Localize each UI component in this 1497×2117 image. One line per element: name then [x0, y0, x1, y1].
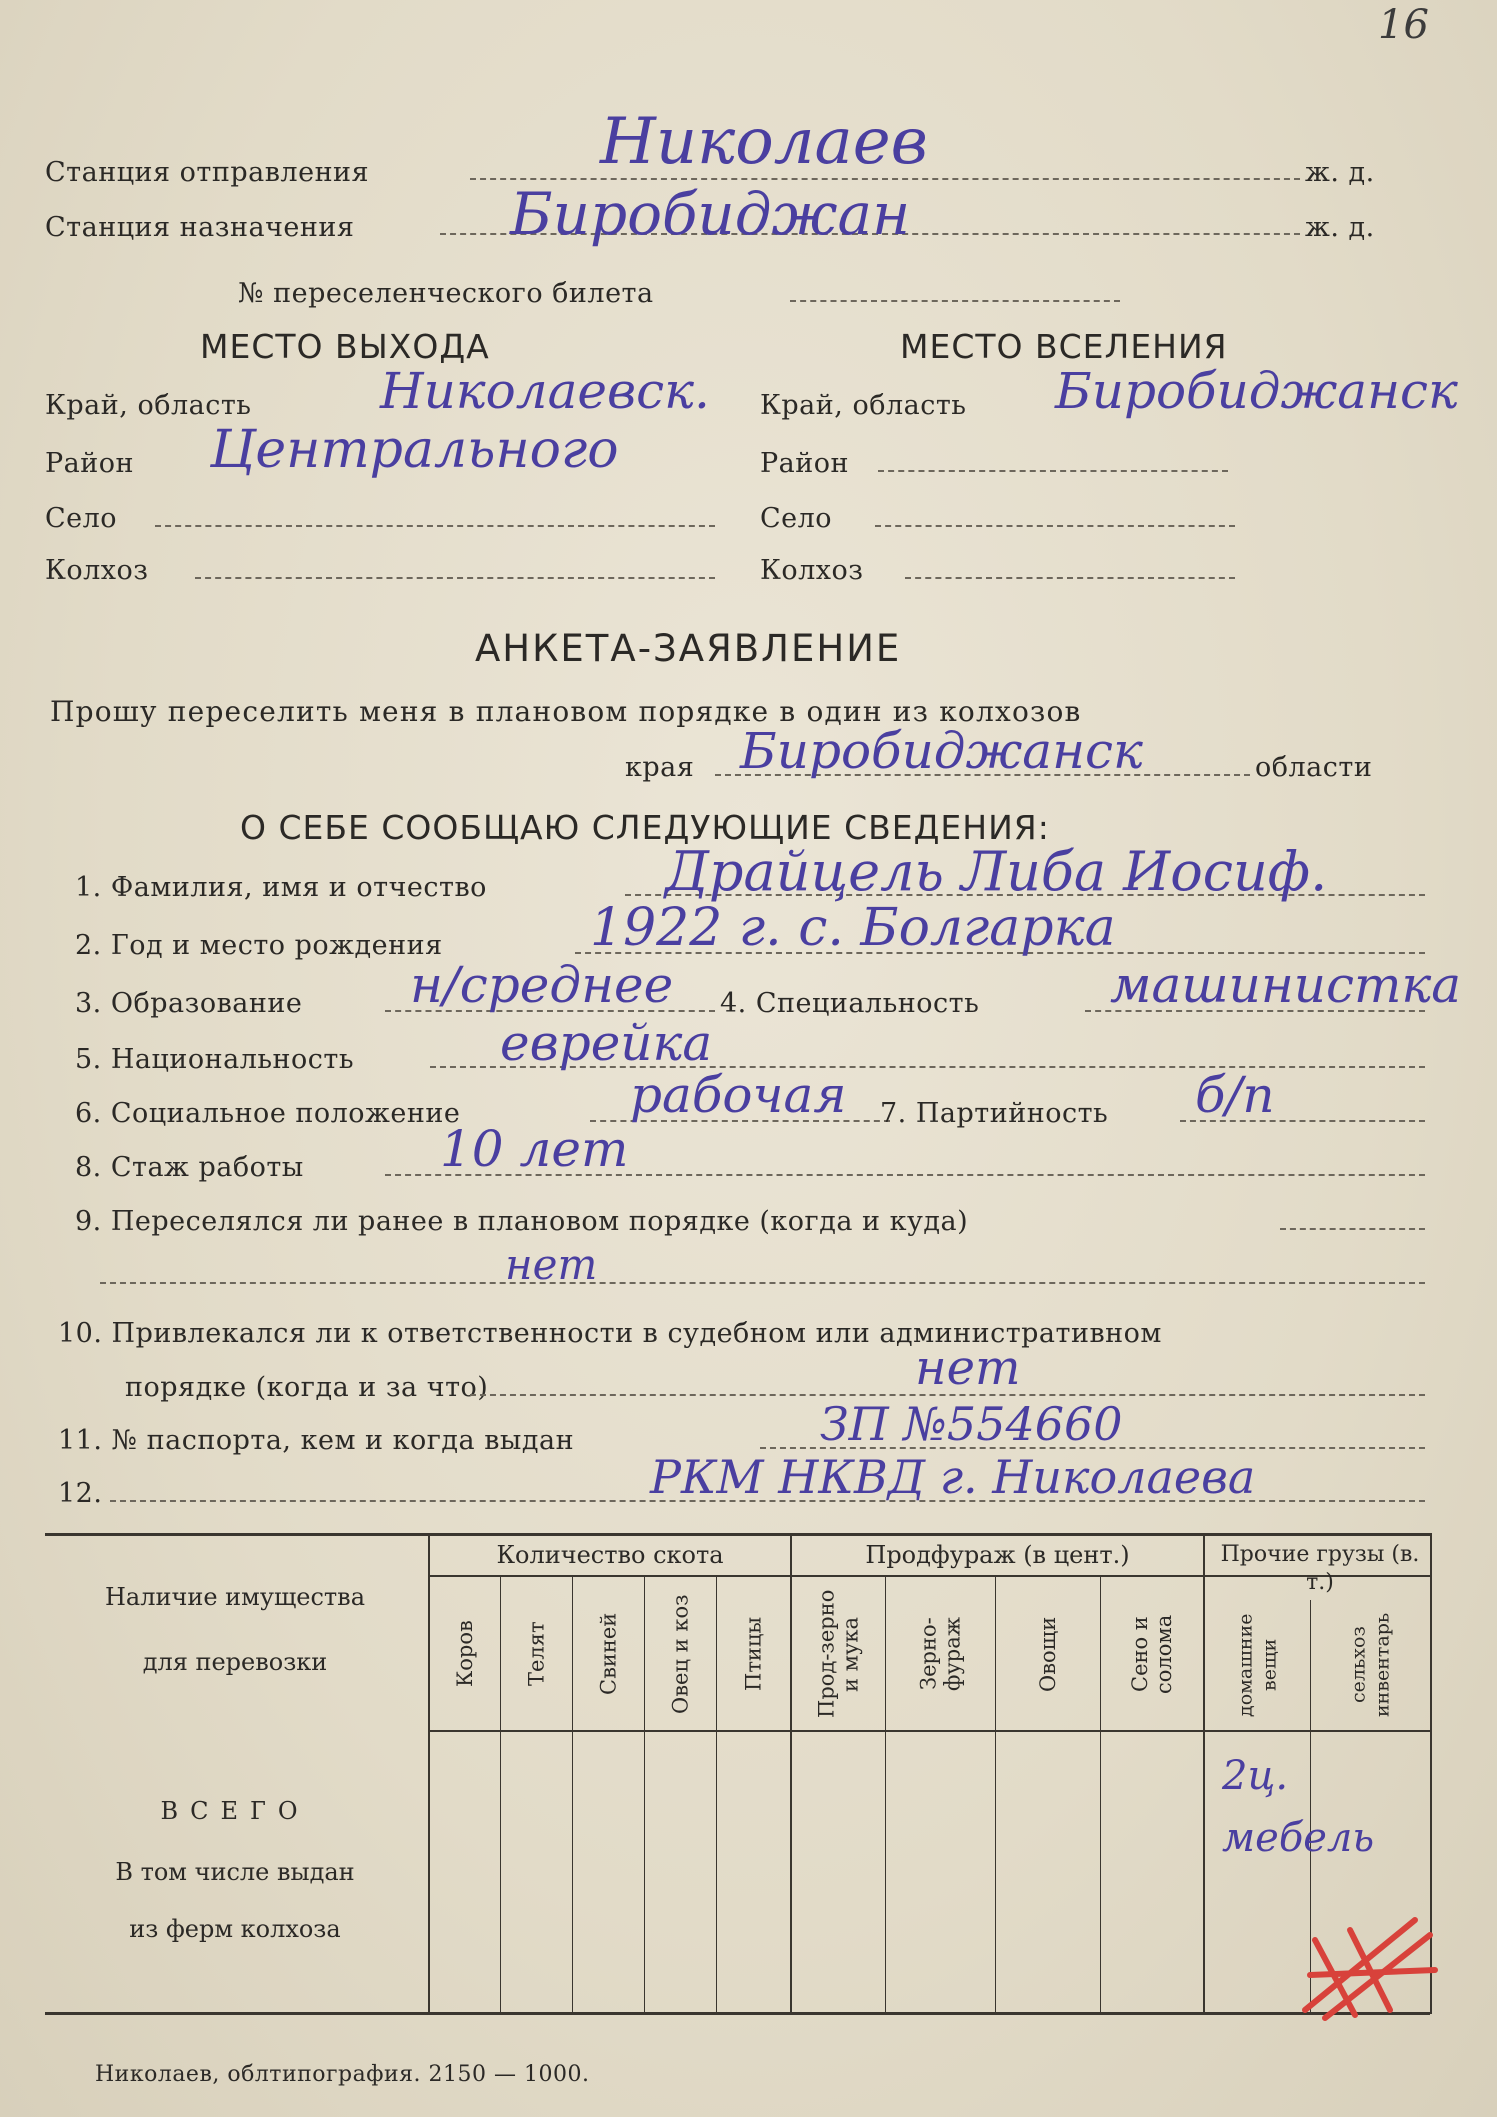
fodder-heading: Продфураж (в цент.)	[865, 1541, 1130, 1569]
nationality-label: 5. Национальность	[75, 1044, 355, 1075]
resettled-label: 9. Переселялся ли ранее в плановом порядке (когда и куда)	[75, 1206, 969, 1237]
page-number: 16	[1378, 2, 1429, 48]
destination-village-line	[875, 525, 1235, 527]
origin-kolkhoz-label: Колхоз	[45, 555, 149, 586]
table-header-bottom	[428, 1730, 1430, 1732]
passport-value: ЗП №554660	[820, 1397, 1123, 1451]
social-label: 6. Социальное положение	[75, 1098, 461, 1129]
nationality-value: еврейка	[500, 1014, 713, 1072]
ticket-label: № переселенческого билета	[238, 278, 654, 309]
other-heading: Прочие грузы (в. т.)	[1220, 1542, 1420, 1595]
col-home-items: домашние вещи	[1234, 1613, 1281, 1717]
origin-village-label: Село	[45, 503, 118, 534]
destination-heading: МЕСТО ВСЕЛЕНИЯ	[900, 327, 1228, 366]
departure-value: Николаев	[600, 105, 928, 179]
form-title: АНКЕТА-ЗАЯВЛЕНИЕ	[475, 627, 902, 670]
name-label: 1. Фамилия, имя и отчество	[75, 872, 487, 903]
resettled-line-2	[100, 1282, 1425, 1284]
table-bottom-border	[45, 2012, 1430, 2015]
livestock-heading: Количество скота	[496, 1541, 724, 1569]
footer-imprint: Николаев, облтипография. 2150 — 1000.	[95, 2062, 590, 2087]
home-items-value: 2ц. мебель	[1222, 1753, 1375, 1861]
resettled-line-1	[1280, 1228, 1425, 1230]
liability-label-2: порядке (когда и за что)	[125, 1372, 489, 1403]
destination-kolkhoz-line	[905, 577, 1235, 579]
total-label: ВСЕГО	[160, 1797, 310, 1825]
request-oblast-label: области	[1255, 752, 1373, 783]
resettled-value: нет	[505, 1240, 598, 1289]
col-vegetables: Овощи	[1036, 1616, 1060, 1692]
origin-region-value: Николаевск.	[380, 362, 710, 420]
experience-label: 8. Стаж работы	[75, 1152, 304, 1183]
origin-district-label: Район	[45, 448, 135, 479]
origin-village-line	[155, 525, 715, 527]
destination-rail-suffix: ж. д.	[1305, 212, 1375, 243]
col-hay-straw: Сено и солома	[1128, 1614, 1176, 1694]
birth-value: 1922 г. с. Болгарка	[590, 898, 1116, 958]
specialty-label: 4. Специальность	[720, 988, 980, 1019]
item12-label: 12.	[58, 1478, 103, 1509]
ticket-line	[790, 300, 1120, 302]
social-value: рабочая	[630, 1066, 847, 1124]
item12-value: РКМ НКВД г. Николаева	[650, 1450, 1256, 1504]
col-poultry: Птицы	[741, 1616, 766, 1692]
col-pigs: Свиней	[596, 1612, 621, 1696]
info-heading: О СЕБЕ СООБЩАЮ СЛЕДУЮЩИЕ СВЕДЕНИЯ:	[240, 808, 1050, 847]
col-cows: Коров	[453, 1620, 477, 1688]
origin-heading: МЕСТО ВЫХОДА	[200, 327, 490, 366]
destination-village-label: Село	[760, 503, 833, 534]
destination-kolkhoz-label: Колхоз	[760, 555, 864, 586]
origin-district-value: Центрального	[210, 420, 619, 480]
experience-value: 10 лет	[440, 1120, 629, 1178]
property-label-2: для перевозки	[142, 1648, 328, 1676]
party-label: 7. Партийность	[880, 1098, 1109, 1129]
col-grain-flour: Прод-зерно и мука	[814, 1589, 863, 1719]
education-value: н/среднее	[410, 956, 674, 1014]
specialty-value: машинистка	[1110, 956, 1462, 1014]
destination-region-value: Биробиджанск	[1055, 362, 1458, 420]
request-kray-value: Биробиджанск	[740, 722, 1143, 780]
liability-label-1: 10. Привлекался ли к ответственности в судебном или административном	[58, 1318, 1162, 1349]
destination-label: Станция назначения	[45, 212, 355, 243]
origin-region-label: Край, область	[45, 390, 252, 421]
request-line: Прошу переселить меня в плановом порядке в один из колхозов	[50, 695, 1082, 728]
col-sheep-goats: Овец и коз	[668, 1594, 693, 1714]
origin-kolkhoz-line	[195, 577, 715, 579]
col-calves: Телят	[524, 1621, 549, 1687]
departure-label: Станция отправления	[45, 157, 370, 188]
departure-rail-suffix: ж. д.	[1305, 157, 1375, 188]
col-farm-tools: сельхоз инвентарь	[1347, 1612, 1394, 1718]
education-label: 3. Образование	[75, 988, 303, 1019]
passport-label: 11. № паспорта, кем и когда выдан	[58, 1425, 575, 1456]
destination-region-label: Край, область	[760, 390, 967, 421]
request-kray-label: края	[625, 752, 695, 783]
liability-value: нет	[915, 1340, 1021, 1396]
name-value: Драйцель Либа Иосиф.	[665, 840, 1328, 903]
destination-district-label: Район	[760, 448, 850, 479]
col-grain-fodder: Зерно-фураж	[916, 1616, 965, 1692]
party-value: б/п	[1195, 1066, 1275, 1124]
issued-label-2: из ферм колхоза	[129, 1915, 341, 1943]
table-top-border	[45, 1533, 1430, 1536]
property-label-1: Наличие имущества	[104, 1583, 365, 1611]
issued-label-1: В том числе выдан	[115, 1858, 355, 1886]
destination-district-line	[878, 470, 1228, 472]
destination-value: Биробиджан	[510, 180, 911, 248]
birth-label: 2. Год и место рождения	[75, 930, 443, 961]
red-crayon-mark	[1295, 1900, 1445, 2030]
